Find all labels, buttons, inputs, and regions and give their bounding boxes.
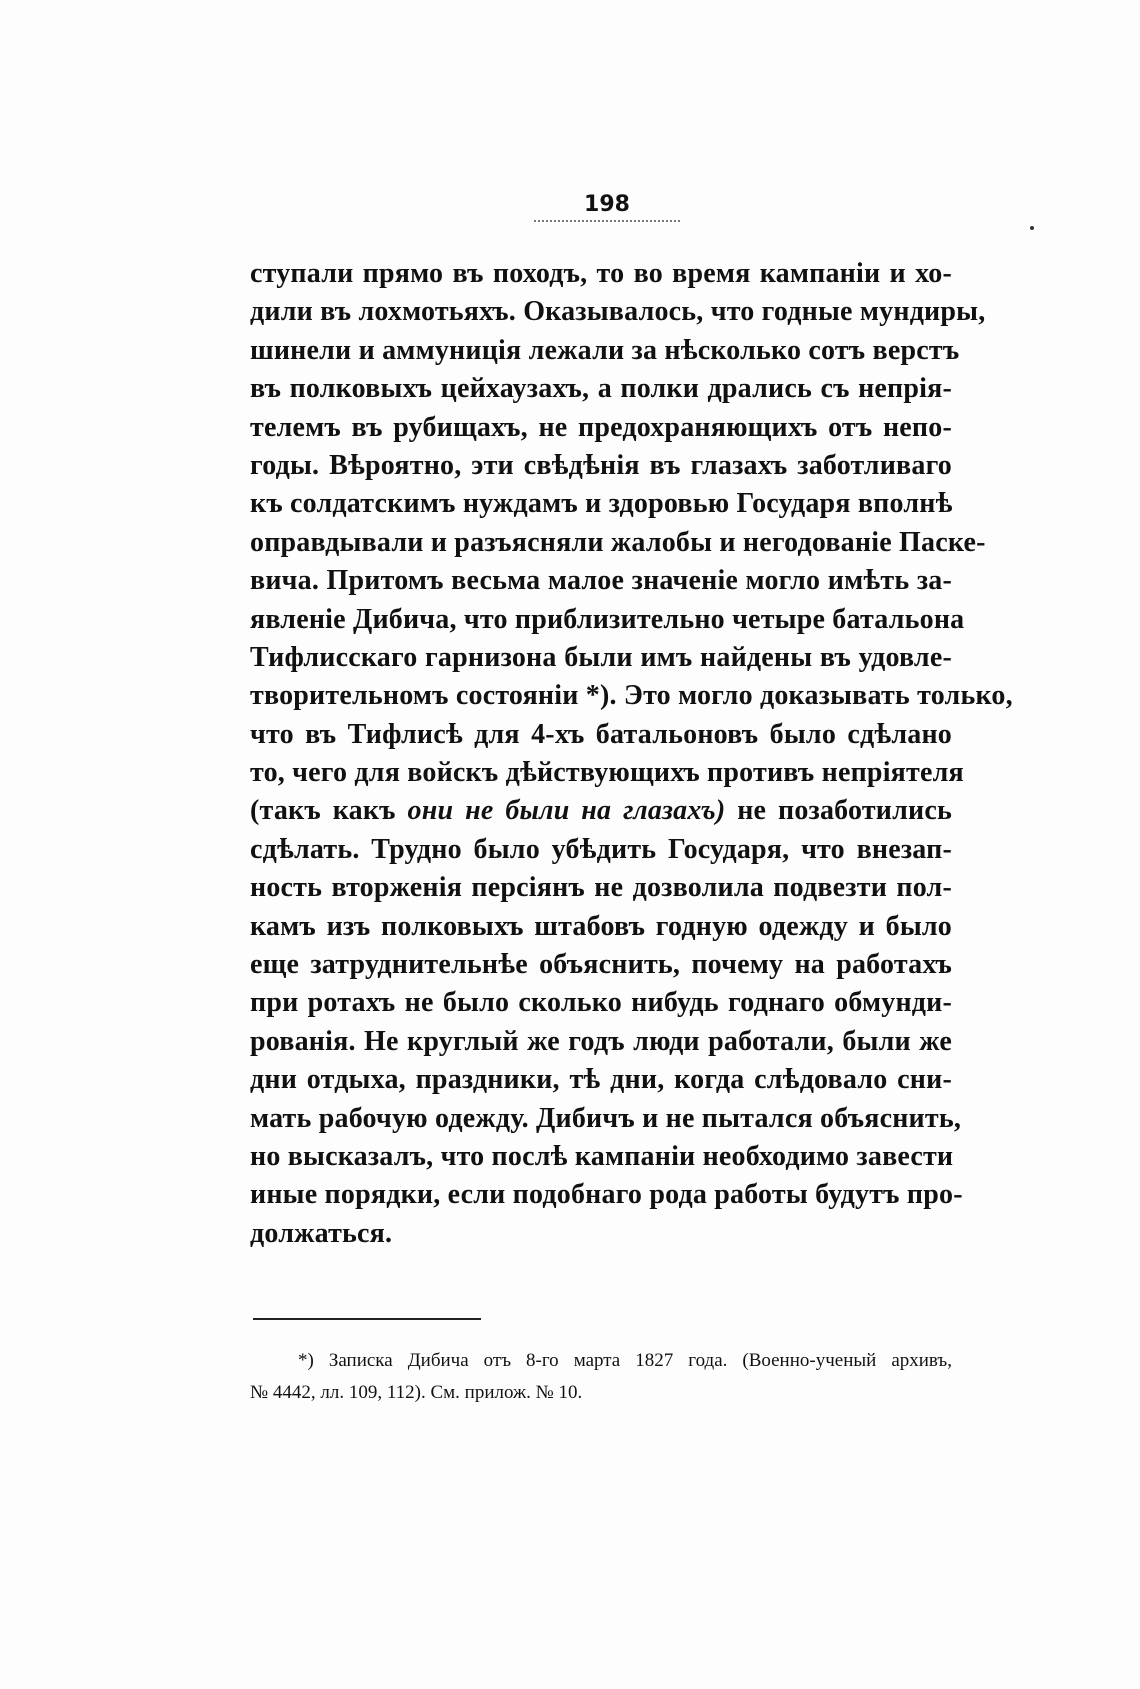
text-line: Тифлисскаго гарнизона были имъ найдены въ удовле- (250, 641, 952, 673)
text-line: оправдывали и разъясняли жалобы и негодованіе Паске- (250, 526, 986, 558)
page-number-ornament (534, 220, 680, 230)
text-line: то, чего для войскъ дѣйствующихъ противъ непріятеля (250, 757, 964, 789)
text-line-with-italic: (такъ какъ они не были на глазахъ) не позаботились (250, 795, 953, 827)
text-line: что въ Тифлисѣ для 4-хъ батальоновъ было сдѣлано (250, 718, 952, 750)
text-line: иные порядки, если подобнаго рода работы будутъ про- (250, 1179, 963, 1211)
footnote (250, 1345, 952, 1409)
text-line: дни отдыха, праздники, тѣ дни, когда слѣдовало сни- (250, 1064, 952, 1096)
italic-phrase: они не были на глазахъ) (407, 795, 726, 827)
text-line-footnote-ref: творительномъ состояніи *). Это могло доказывать только, (250, 680, 1013, 712)
text-line: въ полковыхъ цейхаузахъ, а полки дрались съ непрія- (250, 373, 952, 405)
text-line: камъ изъ полковыхъ штабовъ годную одежду и было (250, 910, 952, 942)
text-line: но высказалъ, что послѣ кампаніи необходимо завести (250, 1140, 954, 1172)
text-line: годы. Вѣроятно, эти свѣдѣнія въ глазахъ заботливаго (250, 449, 952, 481)
text-line: еще затруднительнѣе объяснить, почему на работахъ (250, 949, 952, 981)
text-line: телемъ въ рубищахъ, не предохраняющихъ отъ непо- (250, 411, 952, 443)
text-line: дили въ лохмотьяхъ. Оказывалось, что годные мундиры, (250, 296, 986, 328)
page-number: 198 (584, 192, 630, 217)
text-line: вича. Притомъ весьма малое значеніе могло имѣть за- (250, 565, 952, 597)
text-line: мать рабочую одежду. Дибичъ и не пытался объяснить, (250, 1102, 962, 1134)
footnote-divider (253, 1318, 481, 1320)
text-line: шинели и аммуниція лежали за нѣсколько сотъ верстъ (250, 334, 960, 366)
text-line: при ротахъ не было сколько нибудь годнаго обмунди- (250, 987, 952, 1019)
text-line: ность вторженія персіянъ не дозволила подвезти пол- (250, 872, 952, 904)
text-line: явленіе Дибича, что приблизительно четыре батальона (250, 603, 965, 635)
text-line: сдѣлать. Трудно было убѣдить Государя, что внезап- (250, 833, 952, 865)
footnote-line: *) Записка Дибича отъ 8-го марта 1827 года. (Военно-ученый архивъ, (298, 1350, 952, 1371)
print-speck (1030, 226, 1034, 230)
text-line: рованія. Не круглый же годъ люди работали, были же (250, 1025, 952, 1057)
text-line: къ солдатскимъ нуждамъ и здоровью Государя вполнѣ (250, 488, 953, 520)
text-line-last: должаться. (250, 1217, 393, 1249)
text-line: ступали прямо въ походъ, то во время кампаніи и хо- (250, 258, 952, 289)
main-paragraph (250, 255, 1013, 1253)
footnote-line: № 4442, лл. 109, 112). См. прилож. № 10. (250, 1382, 583, 1403)
